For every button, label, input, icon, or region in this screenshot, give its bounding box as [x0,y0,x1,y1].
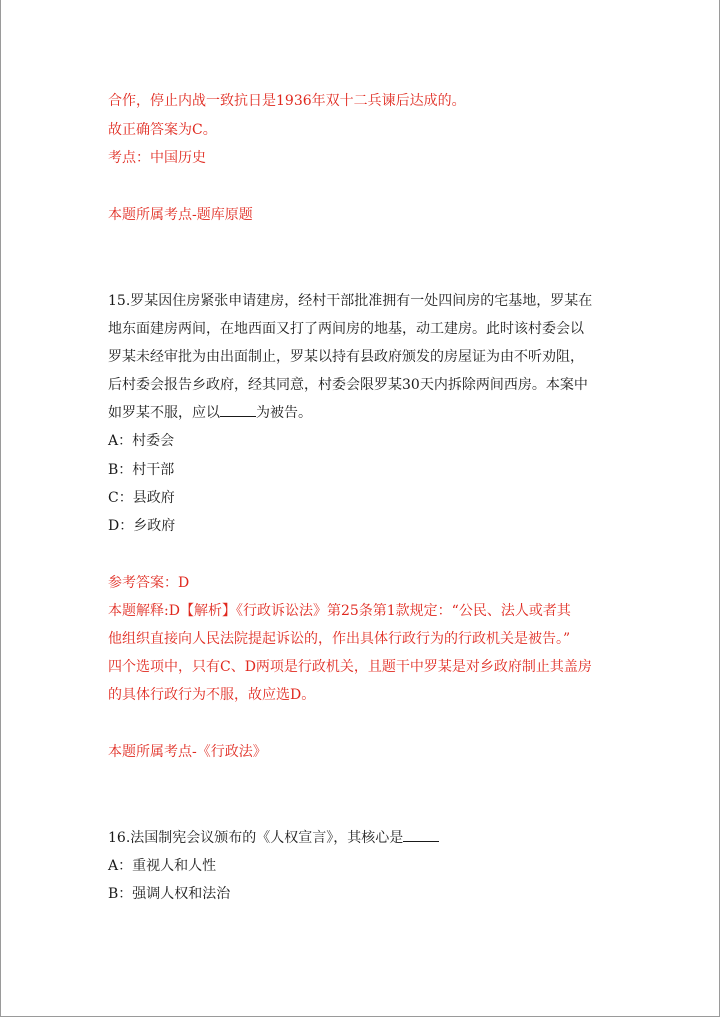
q15-option-c: C：县政府 [108,490,175,506]
q15-explanation-line-1: 本题解释:D【解析】《行政诉讼法》第25条第1款规定：“公民、法人或者其 [108,603,571,619]
q15-answer: 参考答案：D [108,575,190,591]
q15-stem-after-blank: 为被告。 [256,405,312,421]
q15-stem-line-5 [108,404,312,422]
prev-answer-line-2: 故正确答案为C。 [108,122,217,138]
prev-topic-tag: 本题所属考点-题库原题 [108,207,253,223]
q15-stem-line-4: 后村委会报告乡政府，经其同意，村委会限罗某30天内拆除两间西房。本案中 [108,377,588,393]
q15-stem-line-2: 地东面建房两间，在地西面又打了两间房的地基，动工建房。此时该村委会以 [108,321,584,337]
q15-stem-before-blank: 如罗某不服，应以 [108,405,220,421]
prev-answer-topic: 考点：中国历史 [108,150,206,166]
q15-option-a: A：村委会 [108,433,175,449]
q15-topic-tag: 本题所属考点-《行政法》 [108,744,267,760]
q15-option-d: D：乡政府 [108,518,176,534]
q15-stem-line-3: 罗某未经审批为由出面制止，罗某以持有县政府颁发的房屋证为由不听劝阻， [108,349,584,365]
q15-answer-blank [220,404,256,417]
q15-option-b: B：村干部 [108,462,175,478]
q15-explanation-line-4: 的具体行政行为不服，故应选D。 [108,687,316,703]
prev-answer-line-1: 合作，停止内战一致抗日是1936年双十二兵谏后达成的。 [108,93,466,109]
q15-stem-line-1: 15.罗某因住房紧张申请建房，经村干部批准拥有一处四间房的宅基地，罗某在 [108,293,593,309]
q16-answer-blank [403,829,439,842]
q16-option-a: A：重视人和人性 [108,858,217,874]
q16-stem [108,829,439,847]
q15-explanation-line-3: 四个选项中，只有C、D两项是行政机关，且题干中罗某是对乡政府制止其盖房 [108,659,592,675]
q15-explanation-line-2: 他组织直接向人民法院提起诉讼的，作出具体行政行为的行政机关是被告。” [108,631,571,647]
q16-stem-text: 16.法国制宪会议颁布的《人权宣言》，其核心是 [108,830,404,846]
q16-option-b: B：强调人权和法治 [108,886,231,902]
